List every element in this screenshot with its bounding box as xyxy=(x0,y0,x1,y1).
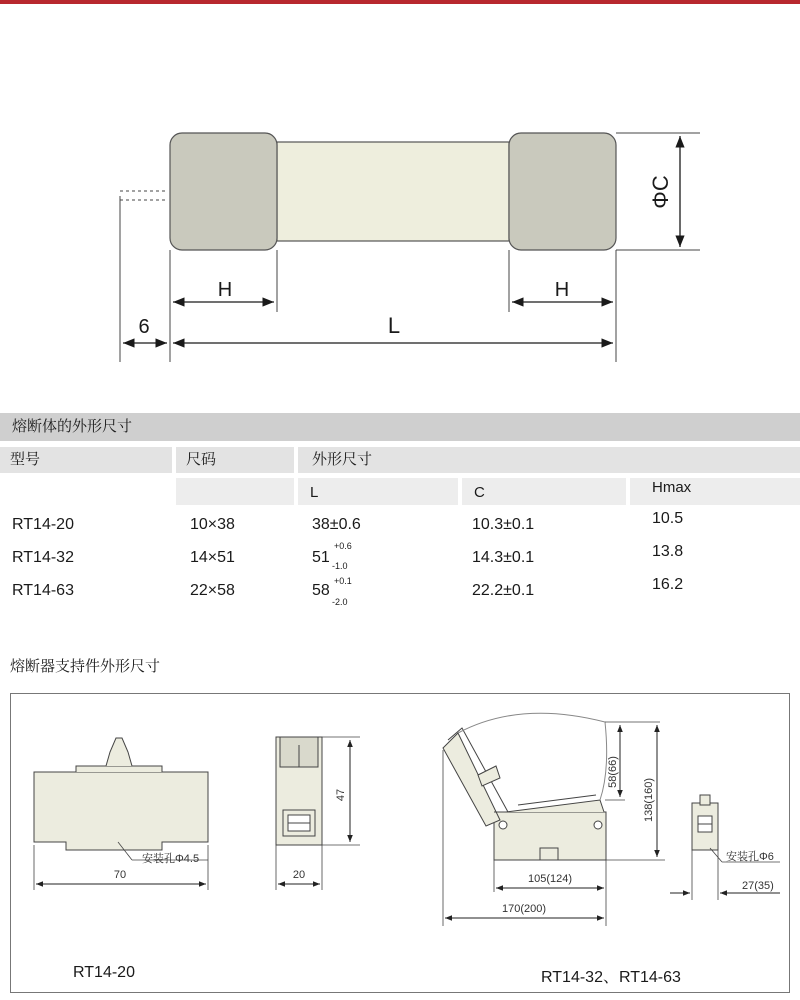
dim-label-phi-c: ΦC xyxy=(648,175,673,209)
dim-label-138: 138(160) xyxy=(643,777,655,823)
rt14-20-hole-label: 安装孔Φ4.5 xyxy=(142,853,200,865)
dim-label-h-right: H xyxy=(554,279,570,301)
row2-hmax: 13.8 xyxy=(652,543,684,560)
row3-l-tol-up: +0.1 xyxy=(334,576,352,586)
dim-label-58: 58(66) xyxy=(607,756,619,788)
fuse-tube xyxy=(277,142,509,241)
row3-l: 58 xyxy=(312,582,330,599)
row3-size: 22×58 xyxy=(190,582,235,599)
row2-c: 14.3±0.1 xyxy=(472,549,535,566)
subheader-hmax: Hmax xyxy=(630,478,800,505)
caption-rt14-32-63: RT14-32、RT14-63 xyxy=(541,969,681,986)
fuse-dimension-drawing xyxy=(0,0,800,400)
dim-label-20: 20 xyxy=(292,869,306,881)
row3-model: RT14-63 xyxy=(12,582,74,599)
dim-label-105: 105(124) xyxy=(527,873,573,885)
subheader-c: C xyxy=(462,478,626,505)
row1-l: 38±0.6 xyxy=(312,516,361,533)
row2-size: 14×51 xyxy=(190,549,235,566)
header-dims: 外形尺寸 xyxy=(298,447,800,473)
fuse-cap-left xyxy=(170,133,277,250)
caption-rt14-20: RT14-20 xyxy=(73,964,135,981)
row3-l-tol-down: -2.0 xyxy=(332,597,348,607)
dim-label-h-left: H xyxy=(217,279,233,301)
row2-l-tol-up: +0.6 xyxy=(334,541,352,551)
header-model: 型号 xyxy=(0,447,172,473)
dim-label-6: 6 xyxy=(138,316,150,338)
header-size: 尺码 xyxy=(176,447,294,473)
row1-c: 10.3±0.1 xyxy=(472,516,535,533)
row1-hmax: 10.5 xyxy=(652,510,684,527)
dim-label-170: 170(200) xyxy=(501,903,547,915)
row3-hmax: 16.2 xyxy=(652,576,684,593)
table-title: 熔断体的外形尺寸 xyxy=(0,413,800,441)
dim-label-47: 47 xyxy=(335,788,347,802)
row2-model: RT14-32 xyxy=(12,549,74,566)
holder-section-title: 熔断器支持件外形尺寸 xyxy=(10,658,161,675)
row2-l: 51 xyxy=(312,549,330,566)
dim-label-70: 70 xyxy=(113,869,127,881)
dim-label-27: 27(35) xyxy=(742,880,774,892)
row1-model: RT14-20 xyxy=(12,516,74,533)
dim-label-l: L xyxy=(387,313,401,338)
subheader-size-blank xyxy=(176,478,294,505)
row3-c: 22.2±0.1 xyxy=(472,582,535,599)
subheader-l: L xyxy=(298,478,458,505)
row2-l-tol-down: -1.0 xyxy=(332,561,348,571)
row1-size: 10×38 xyxy=(190,516,235,533)
holder-drawing-frame xyxy=(10,693,790,993)
fuse-cap-right xyxy=(509,133,616,250)
rt14-32-63-hole-label: 安装孔Φ6 xyxy=(726,851,774,863)
